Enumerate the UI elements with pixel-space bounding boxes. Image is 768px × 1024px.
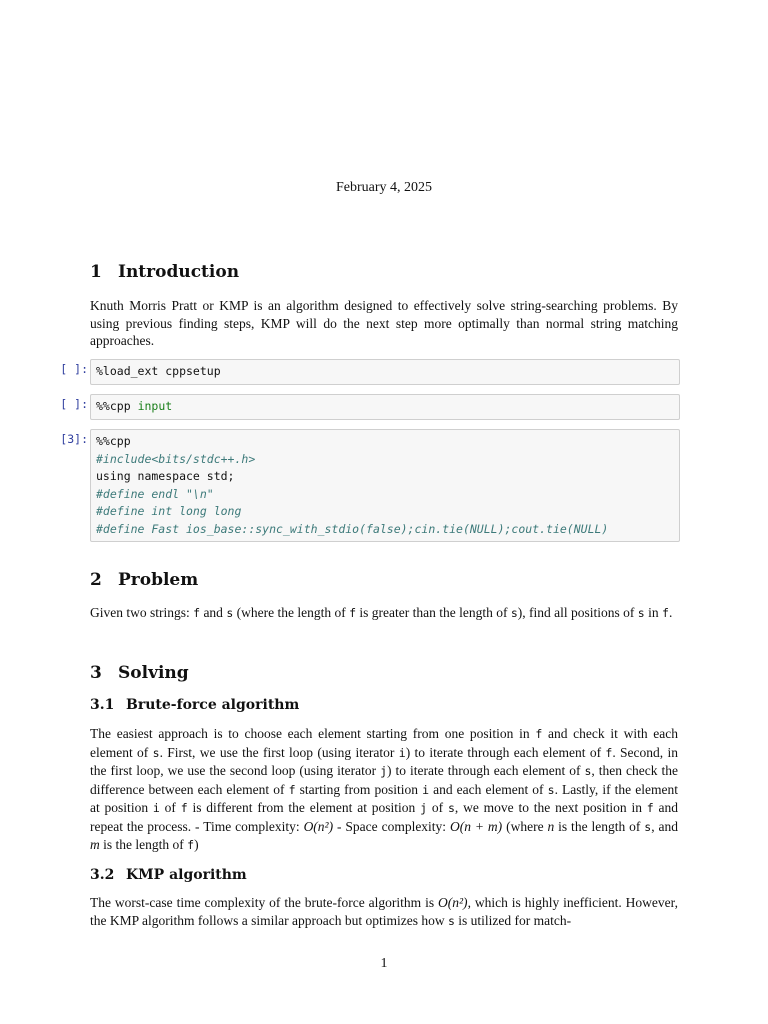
subsection-number: 3.1	[90, 697, 115, 713]
section-title: Solving	[118, 663, 189, 683]
cell-prompt: [ ]:	[60, 397, 88, 411]
document-date: February 4, 2025	[335, 180, 433, 195]
brute-force-paragraph: The easiest approach is to choose each element starting from one position in f and check it with each element of s. First, we use the first loop (using iterator i) to iterate through each element of f. Second, in the first loop, we use the second loop (using iterator j) to iterate through each element of s, then check the difference between each element of f starting from position i and each element of s. Lastly, if the element at position i of f is different from the element at position j of s, we move to the next position in f and repeat the process. - Time complexity: O(n²) - Space complexity: O(n + m) (where n is the length of s, and m is the length of f)	[90, 726, 679, 852]
code-line: #define int long long	[96, 504, 242, 518]
section-title: Introduction	[118, 262, 240, 282]
subsection-heading-brute-force	[90, 697, 299, 713]
cell-prompt: [ ]:	[60, 362, 88, 376]
code-line: %load_ext cppsetup	[96, 364, 221, 378]
code-cell-input[interactable]	[90, 394, 680, 420]
code-line: #define endl "\n"	[96, 486, 214, 501]
subsection-title: KMP algorithm	[126, 867, 247, 883]
cell-prompt: [3]:	[60, 432, 88, 446]
section-number: 3	[90, 663, 102, 683]
subsection-heading-kmp	[90, 867, 247, 883]
time-complexity: O(n²)	[303, 818, 334, 834]
code-arg: input	[137, 399, 173, 413]
section-number: 2	[90, 570, 102, 590]
code-line: #define Fast ios_base::sync_with_stdio(false);cin.tie(NULL);cout.tie(NULL)	[96, 521, 609, 536]
code-line: using namespace std;	[96, 469, 235, 483]
code-line: %%cpp	[96, 434, 131, 448]
code-cell-includes[interactable]	[90, 429, 680, 542]
subsection-number: 3.2	[90, 867, 115, 883]
subsection-title: Brute-force algorithm	[126, 697, 300, 713]
page-number: 1	[380, 956, 388, 971]
section-number: 1	[90, 262, 102, 282]
section-title: Problem	[118, 570, 199, 590]
section-heading-solving	[90, 663, 189, 683]
kmp-paragraph: The worst-case time complexity of the brute-force algorithm is O(n²), which is highly inefficient. However, the KMP algorithm follows a similar approach but optimizes how s is utilized for match-	[90, 895, 678, 928]
section-heading-introduction	[90, 262, 239, 282]
code-line: #include<bits/stdc++.h>	[96, 451, 256, 466]
section-heading-problem	[90, 570, 198, 590]
intro-paragraph: Knuth Morris Pratt or KMP is an algorithm designed to effectively solve string-searching problems. By using previous finding steps, KMP will do the next step more optimally than normal string matching approaches.	[90, 298, 678, 348]
code-magic: %%cpp	[96, 399, 131, 413]
code-cell-load-ext[interactable]	[90, 359, 680, 385]
space-complexity: O(n + m)	[449, 818, 503, 834]
problem-paragraph: Given two strings: f and s (where the length of f is greater than the length of s), find all positions of s in f.	[90, 605, 673, 620]
